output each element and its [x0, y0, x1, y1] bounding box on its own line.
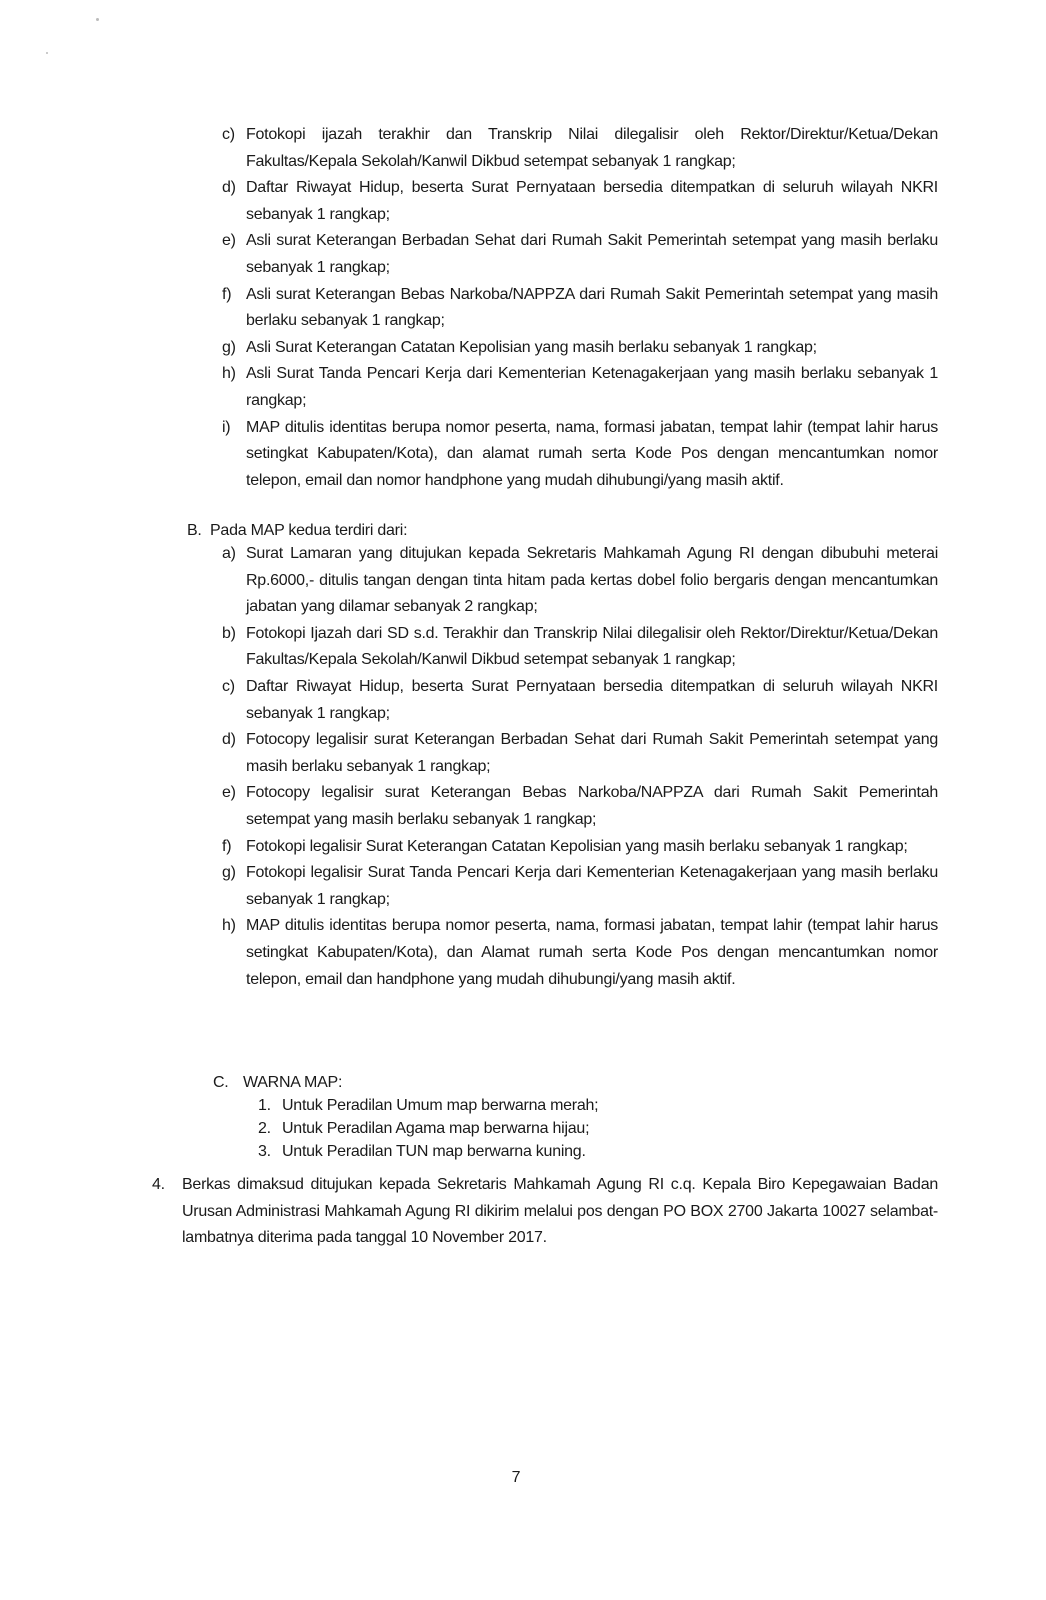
- list-item-text: MAP ditulis identitas berupa nomor peserta, nama, formasi jabatan, tempat lahir (tempat lahir harus setingkat Kabupaten/Kota), dan alamat rumah serta Kode Pos dengan mencantumkan nomor telepon, email dan nomor handphone yang mudah dihubungi/yang masih aktif.: [246, 418, 938, 489]
- list-item-text: Asli surat Keterangan Bebas Narkoba/NAPPZA dari Rumah Sakit Pemerintah setempat yang masih berlaku sebanyak 1 rangkap;: [246, 285, 938, 330]
- list-item-label: a): [222, 545, 236, 562]
- section-c: [213, 1070, 938, 1097]
- list-item-label: g): [222, 864, 236, 882]
- list-item-text: Daftar Riwayat Hidup, beserta Surat Pernyataan bersedia ditempatkan di seluruh wilayah NKRI sebanyak 1 rangkap;: [246, 179, 938, 223]
- section-c-title: WARNA MAP:: [243, 1074, 343, 1091]
- list-item: [222, 415, 938, 495]
- list-item: [222, 913, 938, 993]
- list-item: [222, 175, 938, 228]
- list-item-label: c): [222, 677, 235, 695]
- list-item-label: d): [222, 731, 236, 749]
- list-item-label: f): [222, 285, 232, 303]
- list-item-text: Asli Surat Keterangan Catatan Kepolisian yang masih berlaku sebanyak 1 rangkap;: [246, 338, 817, 356]
- list-item: [258, 1094, 938, 1117]
- section-b-label: B.: [187, 522, 202, 539]
- list-item: [222, 780, 938, 833]
- list-item-text: Surat Lamaran yang ditujukan kepada Sekretaris Mahkamah Agung RI dengan dibubuhi meterai Rp.6000,- ditulis tangan dengan tinta hitam pada kertas dobel folio bergaris dengan mencantumkan jabatan yang dilamar sebanyak 2 rangkap;: [246, 545, 938, 616]
- point-4: [152, 1172, 938, 1252]
- section-b-title: Pada MAP kedua terdiri dari:: [210, 522, 408, 539]
- list-item: [258, 1140, 938, 1163]
- section-b-list: [222, 541, 938, 993]
- list-item-label: c): [222, 126, 235, 143]
- list-item: [222, 122, 938, 175]
- list-item-text: Untuk Peradilan TUN map berwarna kuning.: [282, 1143, 586, 1160]
- list-item-label: h): [222, 365, 236, 383]
- list-item-label: f): [222, 837, 232, 855]
- list-item-text: Fotocopy legalisir surat Keterangan Berbadan Sehat dari Rumah Sakit Pemerintah setempat yang masih berlaku sebanyak 1 rangkap;: [246, 731, 938, 775]
- list-item-text: Fotokopi ijazah terakhir dan Transkrip Nilai dilegalisir oleh Rektor/Direktur/Ketua/Dekan Fakultas/Kepala Sekolah/Kanwil Dikbud setempat sebanyak 1 rangkap;: [246, 126, 938, 170]
- list-item-text: Fotokopi legalisir Surat Keterangan Catatan Kepolisian yang masih berlaku sebanyak 1 rangkap;: [246, 837, 908, 855]
- list-item: [222, 541, 938, 621]
- list-item: [222, 335, 938, 362]
- list-item-label: d): [222, 179, 236, 197]
- section-c-list: [258, 1094, 938, 1163]
- list-item: [222, 727, 938, 780]
- list-item-label: e): [222, 232, 236, 250]
- list-item-text: Asli Surat Tanda Pencari Kerja dari Kementerian Ketenagakerjaan yang masih berlaku sebanyak 1 rangkap;: [246, 365, 938, 409]
- list-item-label: 2.: [258, 1120, 271, 1137]
- list-item-label: i): [222, 418, 231, 436]
- list-item-label: h): [222, 917, 236, 935]
- section-c-label: C.: [213, 1074, 229, 1091]
- list-item: [222, 860, 938, 913]
- list-item-label: 3.: [258, 1143, 271, 1160]
- list-item: [222, 282, 938, 335]
- list-item: [222, 674, 938, 727]
- point-4-label: 4.: [152, 1176, 165, 1193]
- list-item-text: Daftar Riwayat Hidup, beserta Surat Pernyataan bersedia ditempatkan di seluruh wilayah NKRI sebanyak 1 rangkap;: [246, 677, 938, 722]
- list-item: [222, 228, 938, 281]
- list-item: [222, 621, 938, 674]
- scan-speck: [46, 52, 48, 54]
- list-item-label: 1.: [258, 1097, 271, 1114]
- page-number: 7: [511, 1469, 521, 1486]
- list-item-text: Asli surat Keterangan Berbadan Sehat dari Rumah Sakit Pemerintah setempat yang masih berlaku sebanyak 1 rangkap;: [246, 232, 938, 276]
- list-item: [222, 834, 938, 861]
- list-item-text: MAP ditulis identitas berupa nomor peserta, nama, formasi jabatan, tempat lahir (tempat lahir harus setingkat Kabupaten/Kota), dan Alamat rumah serta Kode Pos dengan mencantumkan nomor telepon, email dan handphone yang mudah dihubungi/yang masih aktif.: [246, 917, 938, 988]
- list-item: [222, 361, 938, 414]
- list-item-text: Fotokopi legalisir Surat Tanda Pencari Kerja dari Kementerian Ketenagakerjaan yang masih berlaku sebanyak 1 rangkap;: [246, 864, 938, 908]
- section-a-list: [222, 122, 938, 494]
- scan-speck: [96, 18, 99, 21]
- list-item-label: g): [222, 338, 236, 356]
- list-item-text: Fotokopi Ijazah dari SD s.d. Terakhir dan Transkrip Nilai dilegalisir oleh Rektor/Direktur/Ketua/Dekan Fakultas/Kepala Sekolah/Kanwil Dikbud setempat sebanyak 1 rangkap;: [246, 624, 938, 669]
- list-item-label: e): [222, 784, 236, 802]
- list-item-label: b): [222, 624, 236, 642]
- section-c-heading: [213, 1070, 938, 1097]
- list-item-text: Untuk Peradilan Agama map berwarna hijau;: [282, 1120, 590, 1137]
- list-item: [258, 1117, 938, 1140]
- list-item-text: Fotocopy legalisir surat Keterangan Bebas Narkoba/NAPPZA dari Rumah Sakit Pemerintah setempat yang masih berlaku sebanyak 1 rangkap;: [246, 784, 938, 828]
- list-item-text: Untuk Peradilan Umum map berwarna merah;: [282, 1097, 599, 1114]
- point-4-text: Berkas dimaksud ditujukan kepada Sekretaris Mahkamah Agung RI c.q. Kepala Biro Kepegawaian Badan Urusan Administrasi Mahkamah Agung RI dikirim melalui pos dengan PO BOX 2700 Jakarta 10027 selambat-lambatnya diterima pada tanggal 10 November 2017.: [182, 1176, 938, 1247]
